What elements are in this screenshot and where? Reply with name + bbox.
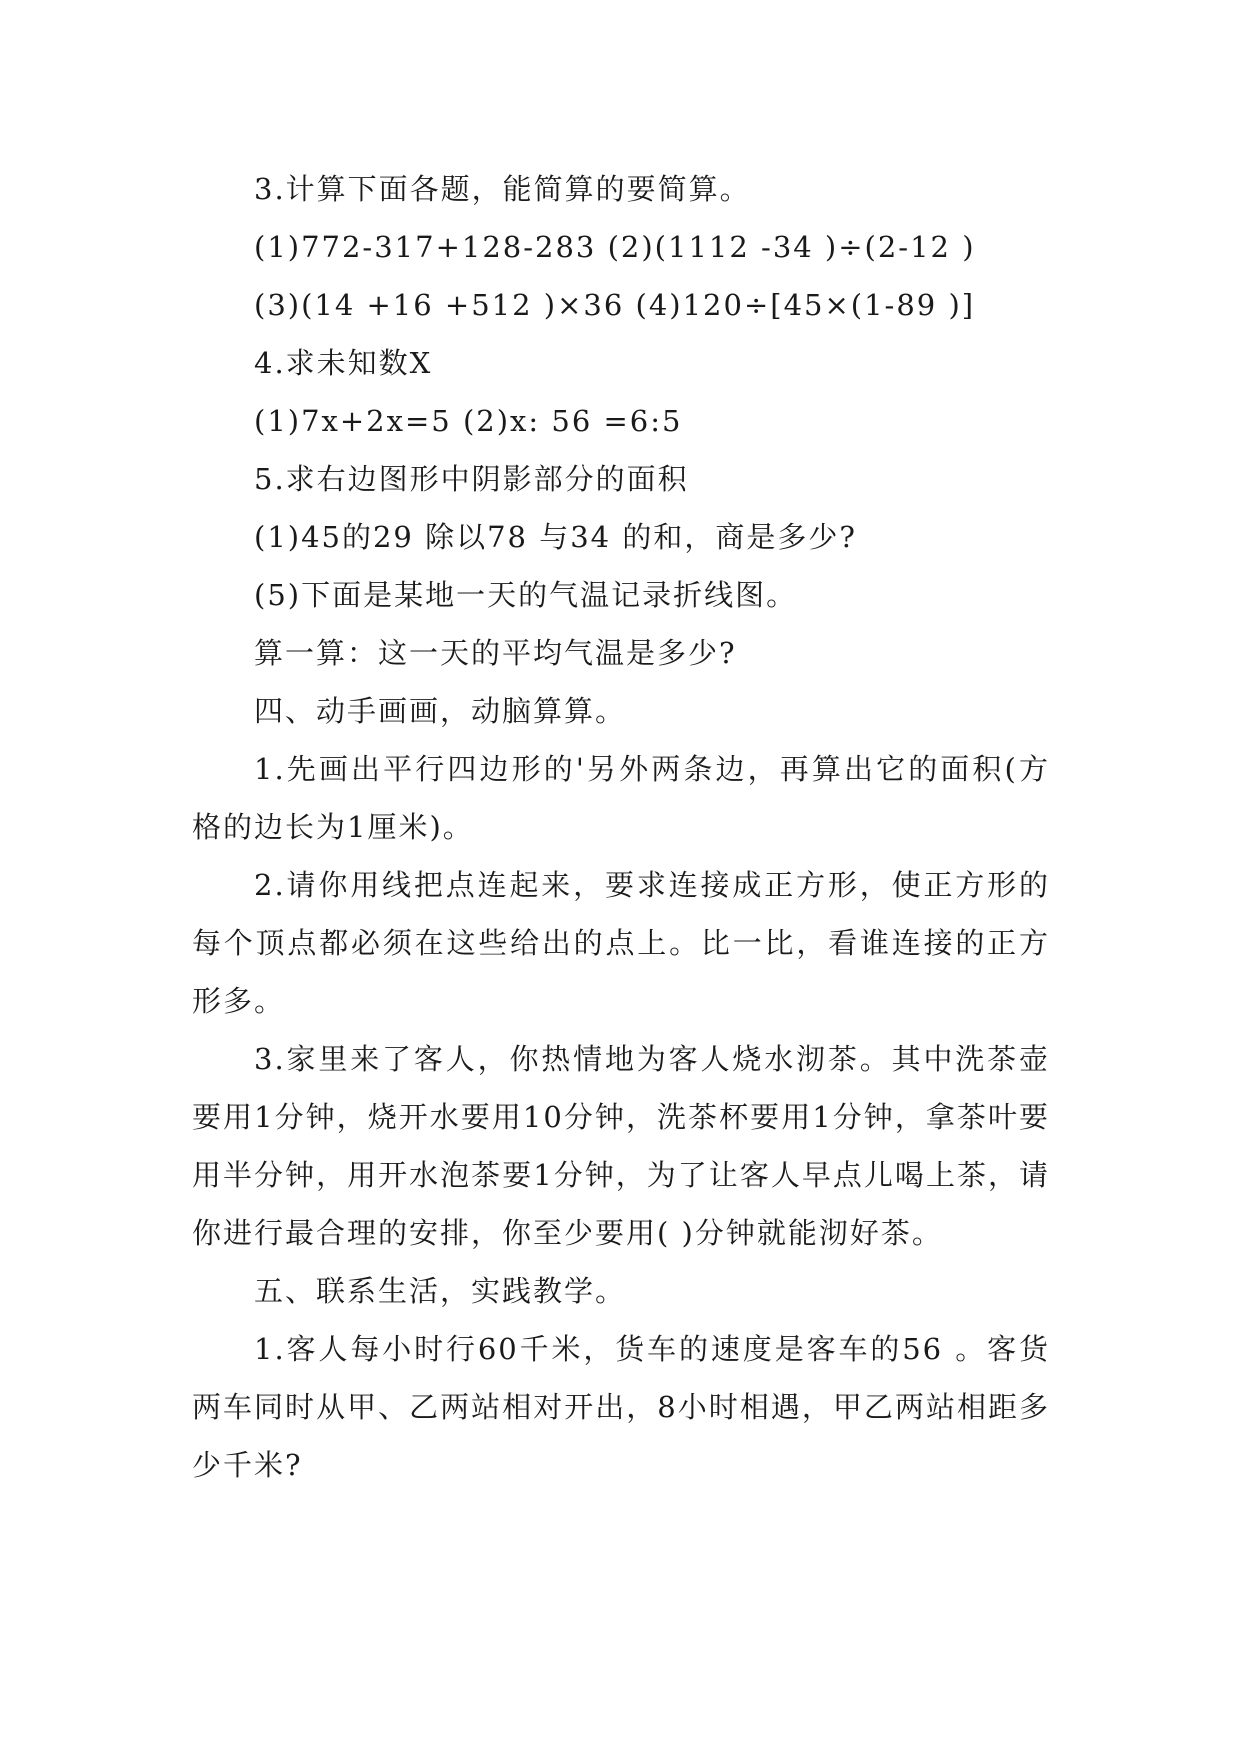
section-4-problem-3: 3.家里来了客人，你热情地为客人烧水沏茶。其中洗茶壶要用1分钟，烧开水要用10分钟，洗茶杯要用1分钟，拿茶叶要用半分钟，用开水泡茶要1分钟，为了让客人早点儿喝上茶，请你进行最合理的安排，你至少要用( )分钟就能沏好茶。 [192, 1042, 1050, 1250]
section-5-problem-1: 1.客人每小时行60千米，货车的速度是客车的56 。客货两车同时从甲、乙两站相对开出，8小时相遇，甲乙两站相距多少千米? [192, 1332, 1050, 1482]
problem-3-heading: 3.计算下面各题，能简算的要简算。 [254, 172, 751, 206]
problem-3-items-3-4: (3)(14 +16 +512 )×36 (4)120÷[45×(1-89 )] [254, 288, 976, 322]
section-4-problem-2: 2.请你用线把点连起来，要求连接成正方形，使正方形的每个顶点都必须在这些给出的点上。比一比，看谁连接的正方形多。 [192, 868, 1050, 1018]
problem-4-items: (1)7x+2x=5 (2)x: 56 =6:5 [254, 404, 683, 438]
section-5-heading: 五、联系生活，实践教学。 [254, 1274, 627, 1308]
average-temperature-question: 算一算：这一天的平均气温是多少? [254, 636, 737, 670]
problem-3-items-1-2: (1)772-317+128-283 (2)(1112 -34 )÷(2-12 ) [254, 230, 976, 264]
problem-4-heading: 4.求未知数X [254, 346, 433, 380]
problem-5-item-5: (5)下面是某地一天的气温记录折线图。 [254, 578, 798, 612]
problem-5-item-1: (1)45的29 除以78 与34 的和，商是多少? [254, 520, 857, 554]
problem-5-heading: 5.求右边图形中阴影部分的面积 [254, 462, 689, 496]
section-4-problem-1: 1.先画出平行四边形的'另外两条边，再算出它的面积(方格的边长为1厘米)。 [192, 752, 1050, 844]
document-body [192, 160, 1050, 1494]
section-4-heading: 四、动手画画，动脑算算。 [254, 694, 627, 728]
